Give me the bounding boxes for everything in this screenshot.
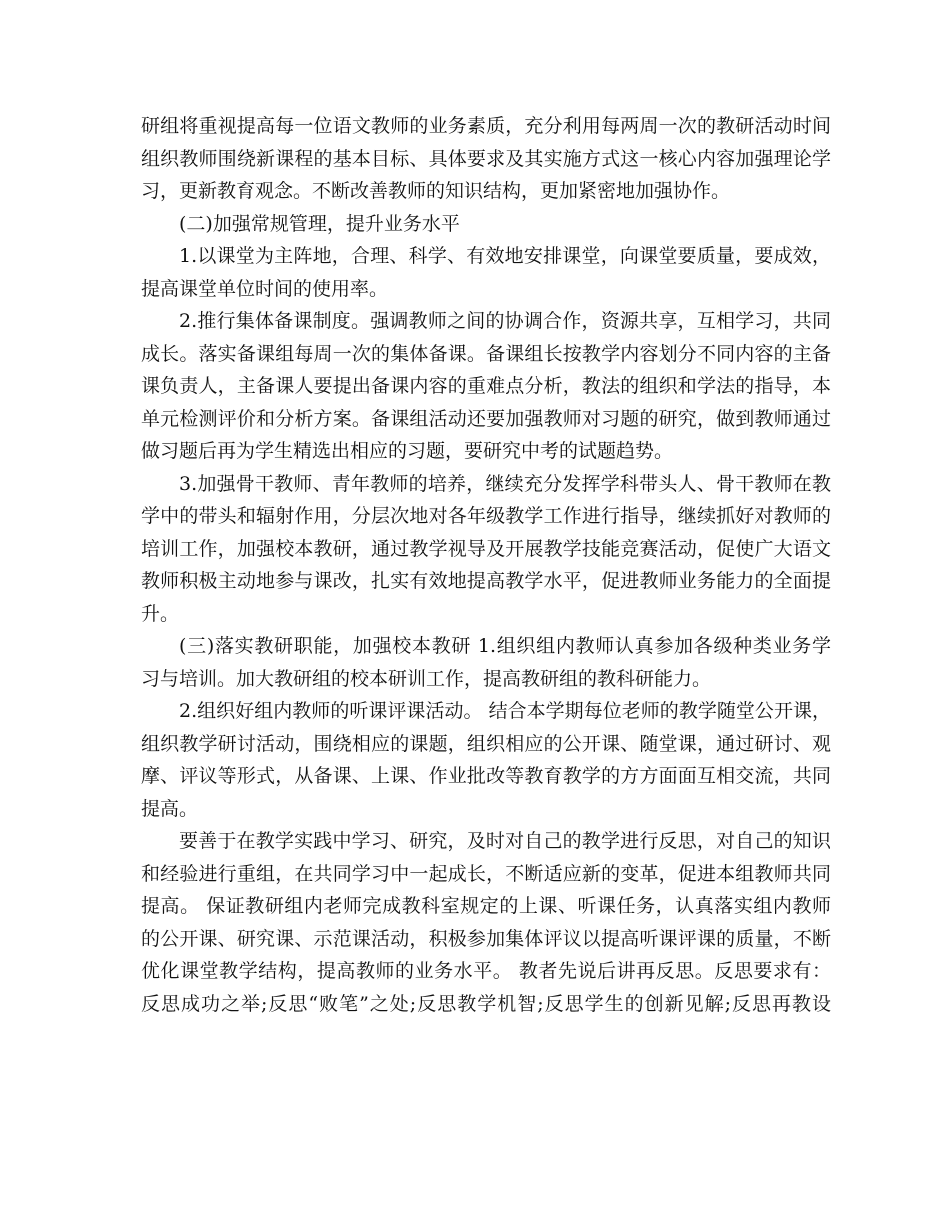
body-line: 和经验进行重组，在共同学习中一起成长，不断适应新的变革，促进本组教师共同 (141, 862, 831, 885)
body-line: 习与培训。加大教研组的校本研训工作，提高教研组的教科研能力。 (141, 667, 712, 690)
body-line: 2.组织好组内教师的听课评课活动。 结合本学期每位老师的教学随堂公开课， (179, 700, 831, 722)
body-line: 提高。 (141, 797, 199, 820)
section-heading: (二)加强常规管理，提升业务水平 (179, 212, 460, 235)
section-heading: (三)落实教研职能，加强校本教研 1.组织组内教师认真参加各级种类业务学 (179, 635, 831, 657)
body-line: 的公开课、研究课、示范课活动，积极参加集体评议以提高听课评课的质量，不断 (141, 927, 831, 950)
body-line: 1.以课堂为主阵地，合理、科学、有效地安排课堂，向课堂要质量，要成效， (179, 245, 831, 267)
body-line: 成长。落实备课组每周一次的集体备课。备课组长按教学内容划分不同内容的主备 (141, 342, 831, 365)
body-line: 摩、评议等形式，从备课、上课、作业批改等教育教学的方方面面互相交流，共同 (141, 765, 831, 787)
body-line: 单元检测评价和分析方案。备课组活动还要加强教师对习题的研究，做到教师通过 (141, 407, 831, 430)
document-body (141, 110, 831, 1020)
body-line: 组织教师围绕新课程的基本目标、具体要求及其实施方式这一核心内容加强理论学 (141, 147, 831, 170)
body-line: 研组将重视提高每一位语文教师的业务素质，充分利用每两周一次的教研活动时间 (141, 115, 831, 137)
body-line: 组织教学研讨活动，围绕相应的课题，组织相应的公开课、随堂课，通过研讨、观 (141, 732, 831, 755)
body-line: 教师积极主动地参与课改，扎实有效地提高教学水平，促进教师业务能力的全面提 (141, 570, 831, 592)
body-line: 升。 (141, 602, 180, 625)
body-line: 做习题后再为学生精选出相应的习题，要研究中考的试题趋势。 (141, 440, 674, 462)
body-line: 课负责人，主备课人要提出备课内容的重难点分析，教法的组织和学法的指导，本 (141, 375, 831, 397)
body-line: 培训工作，加强校本教研，通过教学视导及开展教学技能竞赛活动，促使广大语文 (141, 537, 831, 560)
body-line: 提高。 保证教研组内老师完成教科室规定的上课、听课任务，认真落实组内教师 (141, 895, 831, 917)
body-line: 3.加强骨干教师、青年教师的培养，继续充分发挥学科带头人、骨干教师在教 (179, 472, 831, 495)
body-line: 习，更新教育观念。不断改善教师的知识结构，更加紧密地加强协作。 (141, 180, 731, 202)
body-line: 提高课堂单位时间的使用率。 (141, 277, 389, 300)
body-line: 2.推行集体备课制度。强调教师之间的协调合作，资源共享，互相学习，共同 (179, 310, 831, 332)
body-line: 优化课堂教学结构，提高教师的业务水平。 教者先说后讲再反思。反思要求有： (141, 960, 831, 982)
body-line: 学中的带头和辐射作用，分层次地对各年级教学工作进行指导，继续抓好对教师的 (141, 505, 831, 527)
body-line: 要善于在教学实践中学习、研究，及时对自己的教学进行反思，对自己的知识 (179, 830, 831, 852)
body-line: 反思成功之举;反思“败笔”之处;反思教学机智;反思学生的创新见解;反思再教设 (141, 992, 831, 1015)
